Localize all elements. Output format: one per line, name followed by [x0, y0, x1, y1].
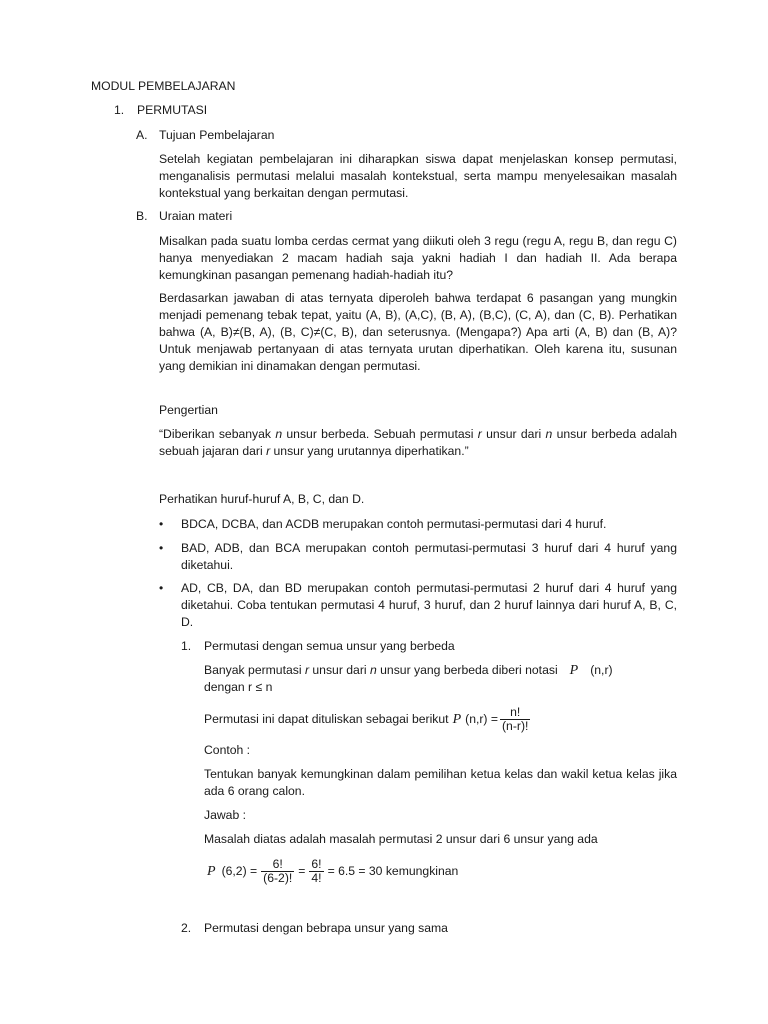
module-header: MODUL PEMBELAJARAN	[91, 79, 236, 93]
bullet-marker: •	[159, 541, 164, 555]
subsection-2-title: Permutasi dengan bebrapa unsur yang sama	[204, 921, 448, 935]
jawab-label: Jawab :	[204, 808, 247, 822]
part-b-letter: B.	[136, 209, 148, 223]
permutation-formula: Permutasi ini dapat dituliskan sebagai berikut P (n,r) = $\frac{n!}{(n-r)!}$	[204, 704, 529, 733]
p-symbol: P	[452, 711, 462, 727]
contoh-question: Tentukan banyak kemungkinan dalam pemilihan ketua kelas dan wakil ketua kelas jika ada 6 orang calon.	[204, 767, 677, 798]
part-b-paragraph-1: Misalkan pada suatu lomba cerdas cermat yang diikuti oleh 3 regu (regu A, regu B, dan regu C) hanya menyediakan 2 macam hadiah saja yakni hadiah I dan hadiah II. Ada berapa kemungkinan pasangan pemenang hadiah-hadiah itu?	[159, 234, 677, 282]
huruf-intro: Perhatikan huruf-huruf A, B, C, dan D.	[159, 492, 365, 506]
part-a-letter: A.	[136, 128, 148, 142]
part-b-title: Uraian materi	[159, 209, 233, 223]
contoh-label: Contoh :	[204, 743, 251, 757]
formula-fraction: $\frac{n!}{(n-r)!}$	[501, 704, 529, 733]
notation-condition: dengan r ≤ n	[204, 680, 273, 694]
part-b-paragraph-2: Berdasarkan jawaban di atas ternyata diperoleh bahwa terdapat 6 pasangan yang mungkin menjadi pemenang tebak tepat, yaitu (A, B), (A,C), (B, A), (B,C), (C, A), dan (C, B). Perhatikan bahwa (A, B)≠(B, A), (B, C)≠(C, B), dan seterusnya. (Mengapa?) Apa arti (A, B) dan (B, A)? Untuk menjawab pertanyaan di atas ternyata urutan diperhatikan. Oleh karena itu, susunan yang demikian ini dinamakan dengan permutasi.	[159, 291, 677, 373]
example-fraction-2: $\frac{6!}{4!}$	[311, 856, 322, 885]
section-title: PERMUTASI	[137, 103, 208, 117]
jawab-text: Masalah diatas adalah masalah permutasi 2 unsur dari 6 unsur yang ada	[204, 832, 598, 846]
bullet-marker: •	[159, 517, 164, 531]
bullet-item-1: BDCA, DCBA, dan ACDB merupakan contoh permutasi-permutasi dari 4 huruf.	[181, 517, 607, 531]
p-symbol: P	[207, 863, 216, 879]
subsection-1-title: Permutasi dengan semua unsur yang berbeda	[204, 639, 455, 653]
notation-sentence: Banyak permutasi r unsur dari n unsur yang berbeda diberi notasi P (n,r)	[204, 663, 613, 678]
pengertian-heading: Pengertian	[159, 403, 218, 417]
bullet-item-2: BAD, ADB, dan BCA merupakan contoh permutasi-permutasi 3 huruf dari 4 huruf yang diketahui.	[181, 541, 677, 572]
part-a-title: Tujuan Pembelajaran	[159, 128, 275, 142]
subsection-1-number: 1.	[181, 639, 192, 653]
example-calculation: P (6,2) = $\frac{6!}{(6-2)!}$ = $\frac{6!}{4!}$ = 6.5 = 30 kemungkinan	[207, 856, 459, 885]
subsection-2-number: 2.	[181, 921, 192, 935]
p-symbol: P	[569, 663, 579, 678]
section-number: 1.	[114, 103, 125, 117]
bullet-item-3: AD, CB, DA, dan BD merupakan contoh permutasi-permutasi 2 huruf dari 4 huruf yang diketahui. Coba tentukan permutasi 4 huruf, 3 huruf, dan 2 huruf lainnya dari huruf A, B, C, D.	[181, 581, 677, 629]
pengertian-definition: “Diberikan sebanyak n unsur berbeda. Sebuah permutasi r unsur dari n unsur berbeda adalah sebuah jajaran dari r unsur yang urutannya diperhatikan.”	[159, 427, 678, 458]
part-a-text: Setelah kegiatan pembelajaran ini diharapkan siswa dapat menjelaskan konsep permutasi, menganalisis permutasi melalui masalah kontekstual, serta mampu menyelesaikan masalah kontekstual yang berkaitan dengan permutasi.	[159, 152, 677, 200]
bullet-marker: •	[159, 581, 164, 595]
example-fraction-1: $\frac{6!}{(6-2)!}$	[263, 856, 293, 885]
